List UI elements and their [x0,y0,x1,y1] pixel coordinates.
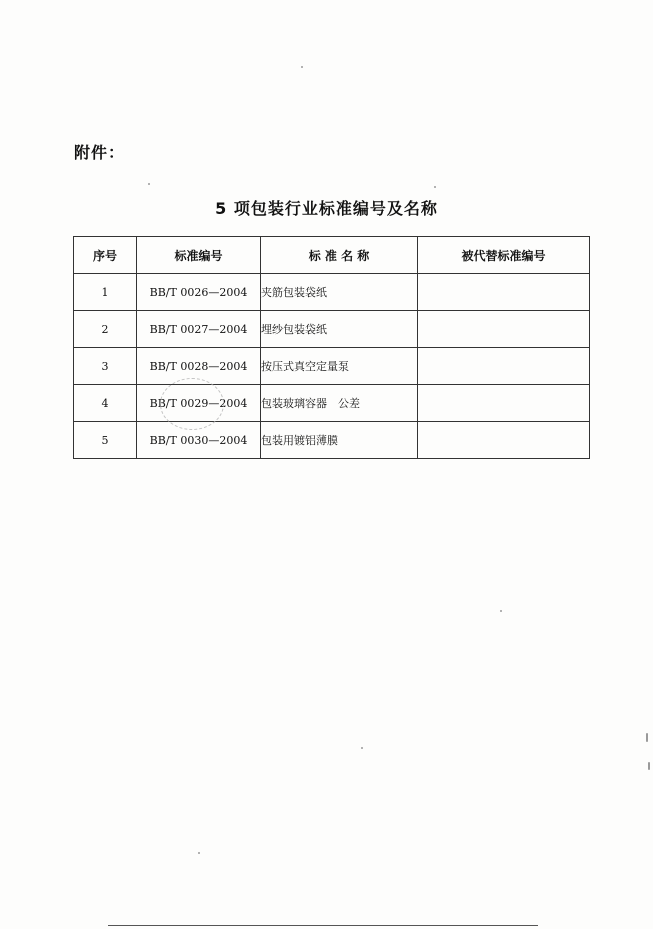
row-replaced-code [418,311,590,348]
row-replaced-code [418,274,590,311]
row-serial-no: 5 [74,422,137,459]
row-serial-no: 1 [74,274,137,311]
table-row [74,422,590,459]
attachment-label: 附件： [74,143,126,162]
row-standard-name: 按压式真空定量泵 [261,348,418,385]
table-row [74,385,590,422]
scan-speck [646,733,648,742]
table-row [74,311,590,348]
row-standard-name: 包装用镀铝薄膜 [261,422,418,459]
table-row [74,348,590,385]
header-standard-code: 标准编号 [137,237,261,274]
row-standard-code: BB/T 0027—2004 [137,311,261,348]
scan-speck [148,183,150,185]
standards-table [73,236,590,459]
row-replaced-code [418,348,590,385]
row-standard-name: 夹筋包装袋纸 [261,274,418,311]
row-standard-code: BB/T 0028—2004 [137,348,261,385]
row-serial-no: 3 [74,348,137,385]
document-title: 5 项包装行业标准编号及名称 [215,199,438,218]
scan-speck [434,186,436,188]
header-standard-name: 标 准 名 称 [261,237,418,274]
row-standard-code: BB/T 0026—2004 [137,274,261,311]
row-standard-name: 包装玻璃容器 公差 [261,385,418,422]
header-serial-no: 序号 [74,237,137,274]
scan-speck [198,852,200,854]
faint-seal-stamp [160,378,224,430]
table-row [74,274,590,311]
scan-speck [361,747,363,749]
scan-speck [648,762,650,770]
row-standard-code: BB/T 0029—2004 [137,385,261,422]
row-replaced-code [418,422,590,459]
header-replaced-code: 被代替标准编号 [418,237,590,274]
row-serial-no: 4 [74,385,137,422]
page-bottom-rule [108,925,538,926]
row-replaced-code [418,385,590,422]
row-serial-no: 2 [74,311,137,348]
scan-speck [301,66,303,68]
row-standard-name: 埋纱包装袋纸 [261,311,418,348]
scan-speck [500,610,502,612]
row-standard-code: BB/T 0030—2004 [137,422,261,459]
table-header-row [74,237,590,274]
